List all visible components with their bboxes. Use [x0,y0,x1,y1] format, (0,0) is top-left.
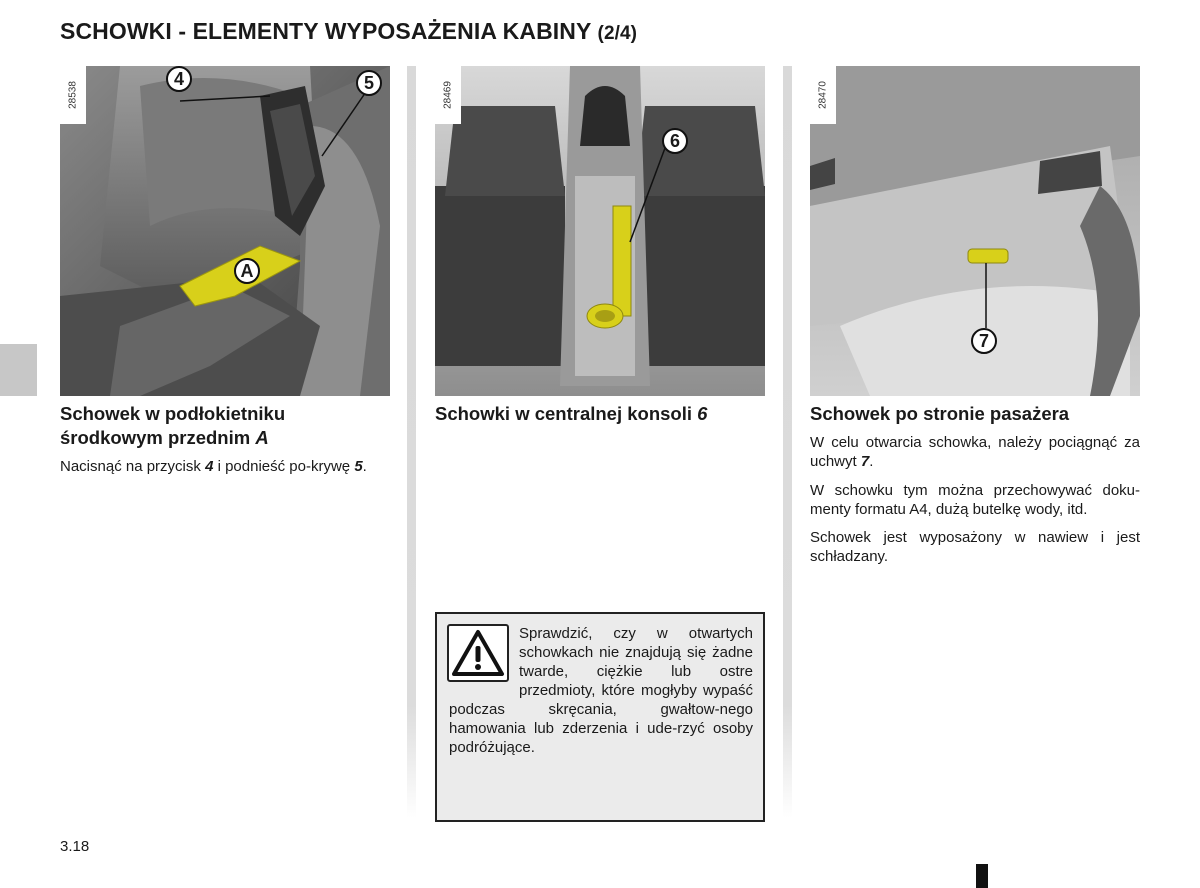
photo-central-console [435,66,765,396]
photo-code: 28538 [60,66,86,124]
page-title [60,18,637,45]
callout-A: A [234,258,260,284]
page-title-part: (2/4) [597,23,638,44]
photo-glovebox [810,66,1140,396]
paragraph-open-glovebox: W celu otwarcia schowka, należy pociągnąć za uchwyt 7. [810,434,1140,470]
heading-line: środkowym przednim [60,427,256,448]
section-tab [0,344,37,396]
paragraph-glovebox-cooling: Schowek jest wyposażony w nawiew i jest schładzany. [810,529,1140,565]
heading-ref: A [255,427,269,448]
callout-6: 6 [662,128,688,154]
photo-code: 28470 [810,66,836,124]
heading-passenger-glovebox: Schowek po stronie pasażera [810,403,1070,424]
column-separator [783,66,792,818]
heading-armrest-storage [60,402,390,450]
callout-4: 4 [166,66,192,92]
paragraph-armrest-instruction: Nacisnąć na przycisk 4 i podnieść po-krywę 5. [60,458,367,475]
photo-armrest-storage [60,66,390,396]
paragraph-glovebox-capacity: W schowku tym można przechowywać doku-menty formatu A4, dużą butelkę wody, itd. [810,482,1140,518]
column-separator [407,66,416,818]
corner-marker [976,864,988,888]
callout-5: 5 [356,70,382,96]
page-number: 3.18 [60,838,90,855]
warning-box [435,612,765,822]
page-title-main: SCHOWKI - ELEMENTY WYPOSAŻENIA KABINY [60,18,592,44]
photo-code: 28469 [435,66,461,124]
heading-central-console: Schowki w centralnej konsoli 6 [435,403,708,424]
callout-7: 7 [971,328,997,354]
warning-text: Sprawdzić, czy w otwartych schowkach nie znajdują się żadne twarde, ciężkie lub ostre przedmioty, które mogłyby wypaść podczas skręcania, gwałtow-nego hamowania lub zderzenia i ude-rzyć osoby podróżujące. [449,625,753,756]
heading-line: Schowek w podłokietniku [60,403,286,424]
